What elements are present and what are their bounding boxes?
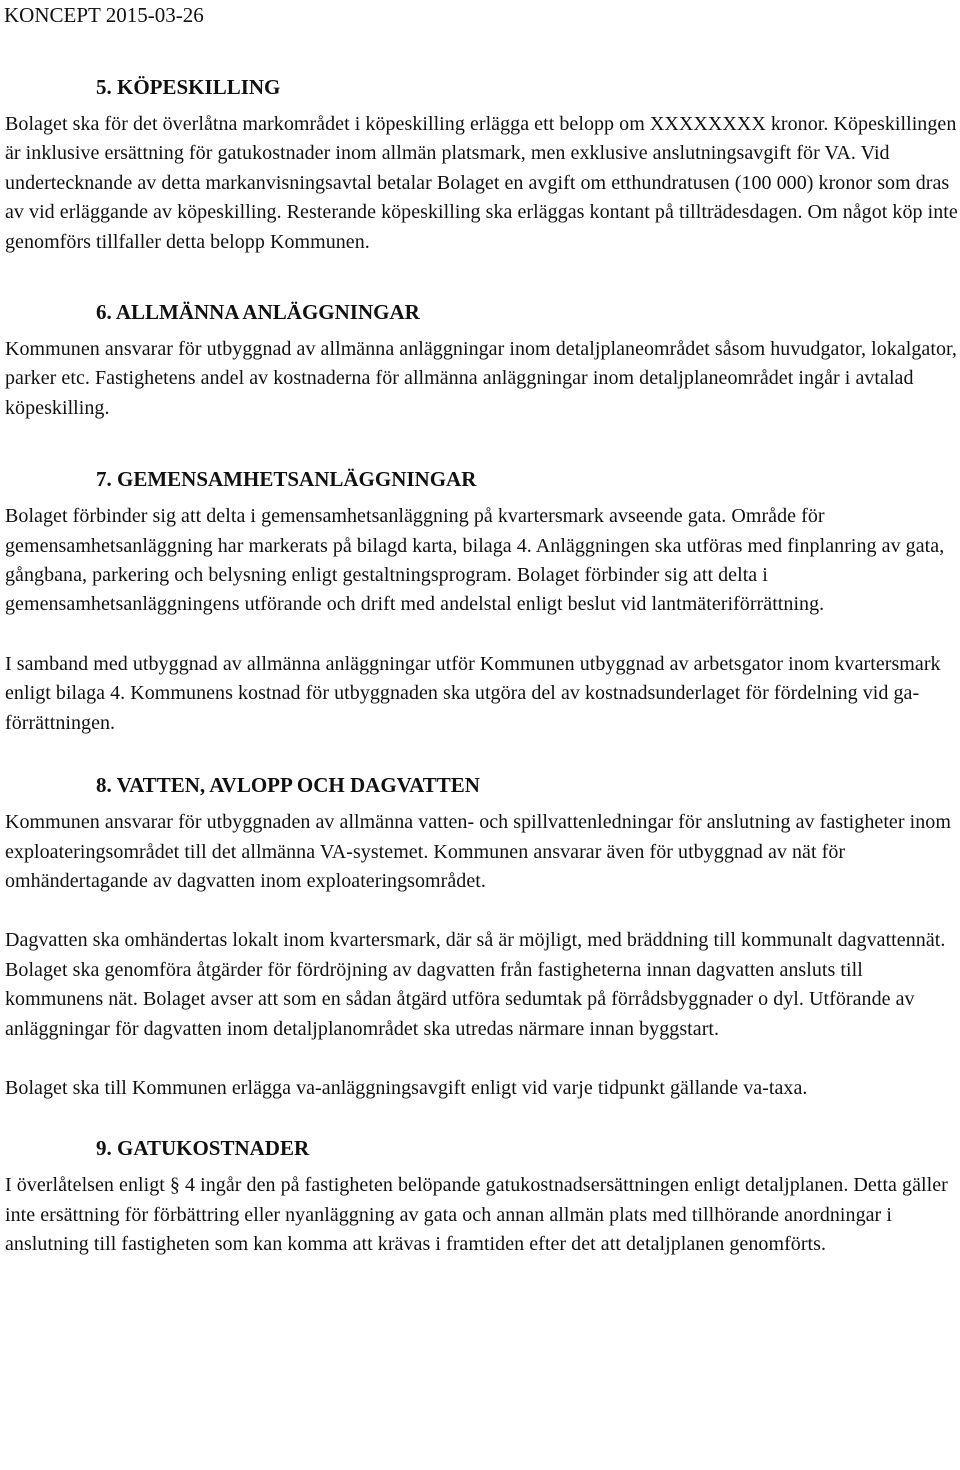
- section-kopeskilling: [5, 72, 960, 257]
- section-gemensamhetsanlaggningar: [5, 464, 960, 738]
- section-heading-text: 9. GATUKOSTNADER: [96, 1136, 310, 1161]
- section-heading: [5, 770, 960, 800]
- paragraph: Kommunen ansvarar för utbyggnad av allmänna anläggningar inom detaljplaneområdet såsom huvudgator, lokalgator, parker etc. Fastighetens andel av kostnaderna för allmänna anläggningar inom detaljplaneområdet ingår i avtalad köpeskilling.: [5, 338, 957, 419]
- paragraph: Bolaget ska till Kommunen erlägga va-anläggningsavgift enligt vid varje tidpunkt gällande va-taxa.: [5, 1076, 808, 1099]
- section-vatten-avlopp-dagvatten: [5, 770, 960, 1103]
- section-heading: [5, 72, 960, 102]
- section-heading: [5, 297, 960, 327]
- paragraph: Bolaget ska för det överlåtna markområdet i köpeskilling erlägga ett belopp om XXXXXXXX kronor. Köpeskillingen är inklusive ersättning för gatukostnader inom allmän platsmark, men exklusive anslutningsavgift för VA. Vid undertecknande av detta markanvisningsavtal betalar Bolaget en avgift om etthundratusen (100 000) kronor som dras av vid erläggande av köpeskilling. Resterande köpeskilling ska erläggas kontant på tillträdesdagen. Om något köp inte genomförs tillfaller detta belopp Kommunen.: [5, 113, 958, 253]
- section-heading-text: 6. ALLMÄNNA ANLÄGGNINGAR: [96, 300, 420, 325]
- section-gatukostnader: [5, 1133, 960, 1259]
- section-heading: [5, 1133, 960, 1163]
- paragraph: Bolaget förbinder sig att delta i gemensamhetsanläggning på kvartersmark avseende gata. Område för gemensamhetsanläggning har markerats på bilagd karta, bilaga 4. Anläggningen ska utföras med finplanring av gata, gångbana, parkering och belysning enligt gestaltningsprogram. Bolaget förbinder sig att delta i gemensamhetsanläggningens utförande och drift med andelstal enligt beslut vid lantmäteriförrättning.: [5, 505, 945, 616]
- paragraph: Dagvatten ska omhändertas lokalt inom kvartersmark, där så är möjligt, med bräddning till kommunalt dagvattennät. Bolaget ska genomföra åtgärder för fördröjning av dagvatten från fastigheterna innan dagvatten ansluts till kommunens nät. Bolaget avser att som en sådan åtgärd utföra sedumtak på förrådsbyggnader o dyl. Utförande av anläggningar för dagvatten inom detaljplanområdet ska utredas närmare innan byggstart.: [5, 929, 946, 1040]
- paragraph: I överlåtelsen enligt § 4 ingår den på fastigheten belöpande gatukostnadsersättningen enligt detaljplanen. Detta gäller inte ersättning för förbättring eller nyanläggning av gata och annan allmän plats med tillhörande anordningar i anslutning till fastigheten som kan komma att krävas i framtiden efter det att detaljplanen genomförts.: [5, 1174, 948, 1256]
- document-header: KONCEPT 2015-03-26: [4, 3, 204, 27]
- section-heading: [5, 464, 960, 494]
- section-heading-text: 8. VATTEN, AVLOPP OCH DAGVATTEN: [96, 773, 480, 798]
- section-heading-text: 7. GEMENSAMHETSANLÄGGNINGAR: [96, 467, 477, 492]
- paragraph: Kommunen ansvarar för utbyggnaden av allmänna vatten- och spillvattenledningar för anslutning av fastigheter inom exploateringsområdet till det allmänna VA-systemet. Kommunen ansvarar även för utbyggnad av nät för omhändertagande av dagvatten inom exploateringsområdet.: [5, 811, 951, 892]
- paragraph: I samband med utbyggnad av allmänna anläggningar utför Kommunen utbyggnad av arbetsgator inom kvartersmark enligt bilaga 4. Kommunens kostnad för utbyggnaden ska utgöra del av kostnadsunderlaget för fördelning vid ga-förrättningen.: [5, 652, 941, 734]
- document-body: [5, 72, 960, 1260]
- section-heading-text: 5. KÖPESKILLING: [96, 75, 281, 99]
- section-allmanna-anlaggningar: [5, 297, 960, 423]
